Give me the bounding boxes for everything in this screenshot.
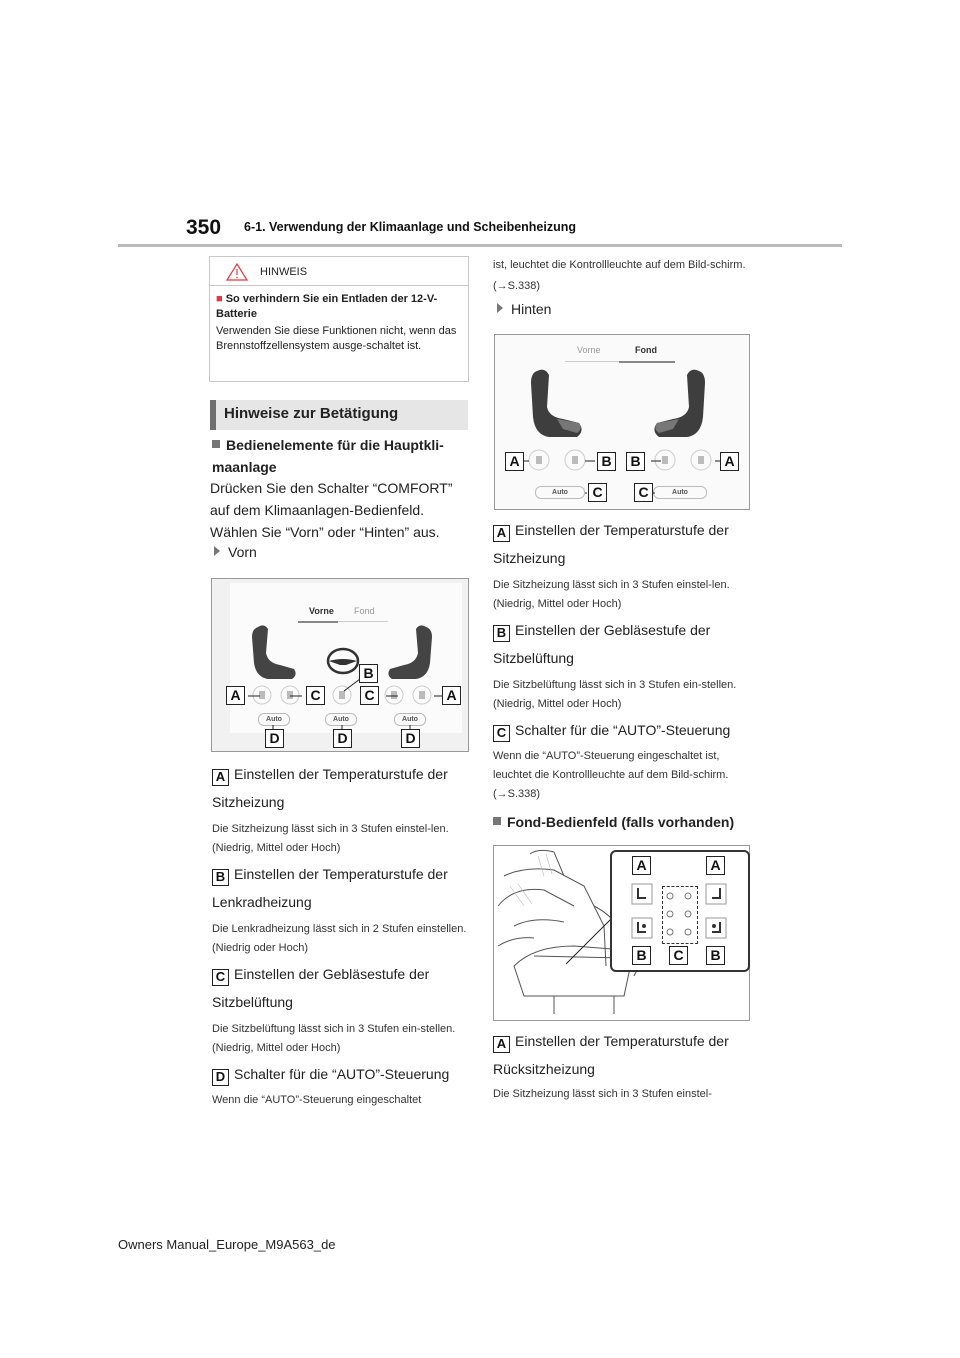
- section-title: Hinweise zur Betätigung: [224, 405, 399, 422]
- note-subheading-text: So verhindern Sie ein Entladen der 12-V-Batterie: [216, 293, 438, 320]
- callout-c-left: C: [306, 686, 325, 705]
- rear-panel-heading-text: Fond-Bedienfeld (falls vorhanden): [507, 814, 735, 830]
- seat-heater-icon-left: [630, 882, 654, 906]
- rear-callout-c-right: C: [634, 483, 653, 502]
- rear-panel-heading: [493, 811, 755, 833]
- section-bar: [210, 400, 216, 430]
- armrest-callout-b-right: B: [706, 946, 725, 965]
- note-header: [210, 257, 468, 285]
- seat-ventilation-icon-right: [704, 916, 728, 940]
- page-number: 350: [186, 216, 222, 239]
- armrest-callout-a-left: A: [632, 856, 651, 875]
- header-divider: [118, 244, 842, 247]
- square-bullet-icon: [212, 440, 220, 448]
- front-item-a: [212, 760, 474, 858]
- callout-a-left: A: [226, 686, 245, 705]
- tab-fond: Fond: [354, 606, 375, 616]
- triangle-bullet-icon: [497, 303, 503, 313]
- front-label-text: Vorn: [228, 544, 257, 560]
- armrest-callout-b-left: B: [632, 946, 651, 965]
- rear-item-a-title: Einstellen der Temperaturstufe der Sitzheizung: [493, 522, 729, 566]
- note-label: HINWEIS: [260, 266, 308, 278]
- rear-panel-figure: [494, 334, 750, 510]
- chapter-title: 6-1. Verwendung der Klimaanlage und Scheibenheizung: [244, 220, 577, 234]
- section-heading: [210, 400, 468, 430]
- badge-a: A: [212, 769, 229, 786]
- callout-a-right: A: [442, 686, 461, 705]
- rear-item-a-desc: Die Sitzheizung lässt sich in 3 Stufen einstel-len. (Niedrig, Mittel oder Hoch): [493, 579, 730, 610]
- rear-callout-b-left: B: [597, 452, 616, 471]
- rear-auto-pill-left: Auto: [535, 486, 585, 499]
- callout-c-right: C: [360, 686, 379, 705]
- front-panel-figure: [211, 578, 469, 752]
- front-item-d: [212, 1060, 474, 1110]
- rear-callout-b-right: B: [626, 452, 645, 471]
- rear-panel-item-a-title: Einstellen der Temperaturstufe der Rücksitzheizung: [493, 1033, 729, 1077]
- auto-pill-center: Auto: [325, 713, 357, 726]
- callout-d-center: D: [333, 729, 352, 748]
- note-divider: [210, 285, 468, 286]
- seat-heater-icon-right: [704, 882, 728, 906]
- triangle-bullet-icon: [214, 546, 220, 556]
- auto-pill-right: Auto: [394, 713, 426, 726]
- rear-auto-pill-right: Auto: [653, 486, 707, 499]
- tab-vorne: Vorne: [309, 606, 334, 616]
- front-label: [214, 541, 257, 563]
- square-bullet-icon: [493, 817, 501, 825]
- front-item-c-title: Einstellen der Gebläsestufe der Sitzbelüftung: [212, 966, 430, 1010]
- rear-callout-lines: [495, 335, 749, 509]
- note-text: Verwenden Sie diese Funktionen nicht, wenn das Brennstoffzellensystem ausge-schaltet ist.: [216, 325, 457, 352]
- armrest-panel-figure: [493, 845, 750, 1021]
- panel-indicators: [662, 886, 696, 942]
- rear-label-text: Hinten: [511, 301, 552, 317]
- rear-item-b-title: Einstellen der Gebläsestufe der Sitzbelüftung: [493, 622, 711, 666]
- seat-ventilation-icon-left: [630, 916, 654, 940]
- front-item-d-continued: ist, leuchtet die Kontrollleuchte auf dem Bild-schirm. (→S.338): [493, 259, 746, 292]
- armrest-panel-detail: [610, 850, 750, 972]
- main-controls-instruction: Drücken Sie den Schalter “COMFORT” auf dem Klimaanlagen-Bedienfeld. Wählen Sie “Vorn” oder “Hinten” aus.: [210, 480, 453, 540]
- red-square-bullet-icon: ■: [216, 293, 223, 305]
- footer-text: Owners Manual_Europe_M9A563_de: [118, 1237, 336, 1252]
- rear-panel-item-a: [493, 1027, 755, 1104]
- main-controls-heading-text: Bedienelemente für die Hauptkli-maanlage: [212, 437, 444, 475]
- callout-d-left: D: [265, 729, 284, 748]
- warning-icon: [226, 263, 248, 281]
- badge-c: C: [212, 969, 229, 986]
- badge-a: A: [493, 1036, 510, 1053]
- main-controls-heading: [212, 434, 470, 478]
- rear-item-b: [493, 616, 755, 714]
- front-item-b-title: Einstellen der Temperaturstufe der Lenkradheizung: [212, 866, 448, 910]
- armrest-callout-c: C: [669, 946, 688, 965]
- front-item-c: [212, 960, 474, 1058]
- callout-lines: [212, 579, 468, 751]
- rear-item-c: [493, 716, 755, 804]
- rear-panel-item-a-desc: Die Sitzheizung lässt sich in 3 Stufen einstel-: [493, 1088, 712, 1100]
- armrest-callout-a-right: A: [706, 856, 725, 875]
- front-item-d-title: Schalter für die “AUTO”-Steuerung: [234, 1066, 450, 1082]
- badge-c: C: [493, 725, 510, 742]
- front-item-d-desc: Wenn die “AUTO”-Steuerung eingeschaltet: [212, 1094, 422, 1106]
- badge-a: A: [493, 525, 510, 542]
- badge-b: B: [212, 869, 229, 886]
- rear-callout-a-left: A: [505, 452, 524, 471]
- rear-callout-c-left: C: [588, 483, 607, 502]
- badge-b: B: [493, 625, 510, 642]
- badge-d: D: [212, 1069, 229, 1086]
- front-item-b-desc: Die Lenkradheizung lässt sich in 2 Stufen einstellen. (Niedrig oder Hoch): [212, 923, 467, 954]
- auto-pill-left: Auto: [258, 713, 290, 726]
- rear-item-c-desc: Wenn die “AUTO”-Steuerung eingeschaltet ist, leuchtet die Kontrollleuchte auf dem Bild-schirm. (→S.338): [493, 750, 729, 800]
- front-item-a-desc: Die Sitzheizung lässt sich in 3 Stufen einstel-len. (Niedrig, Mittel oder Hoch): [212, 823, 449, 854]
- rear-item-c-title: Schalter für die “AUTO”-Steuerung: [515, 722, 731, 738]
- rear-item-b-desc: Die Sitzbelüftung lässt sich in 3 Stufen ein-stellen. (Niedrig, Mittel oder Hoch): [493, 679, 737, 710]
- rear-item-a: [493, 516, 755, 614]
- note-subheading: [216, 292, 462, 322]
- front-item-a-title: Einstellen der Temperaturstufe der Sitzheizung: [212, 766, 448, 810]
- tab-vorne: Vorne: [577, 345, 601, 355]
- callout-d-right: D: [401, 729, 420, 748]
- rear-label: [497, 298, 551, 320]
- rear-callout-a-right: A: [720, 452, 739, 471]
- note-box: [209, 256, 469, 382]
- front-item-b: [212, 860, 474, 958]
- front-item-c-desc: Die Sitzbelüftung lässt sich in 3 Stufen ein-stellen. (Niedrig, Mittel oder Hoch): [212, 1023, 456, 1054]
- tab-fond: Fond: [635, 345, 657, 355]
- callout-b: B: [359, 664, 378, 683]
